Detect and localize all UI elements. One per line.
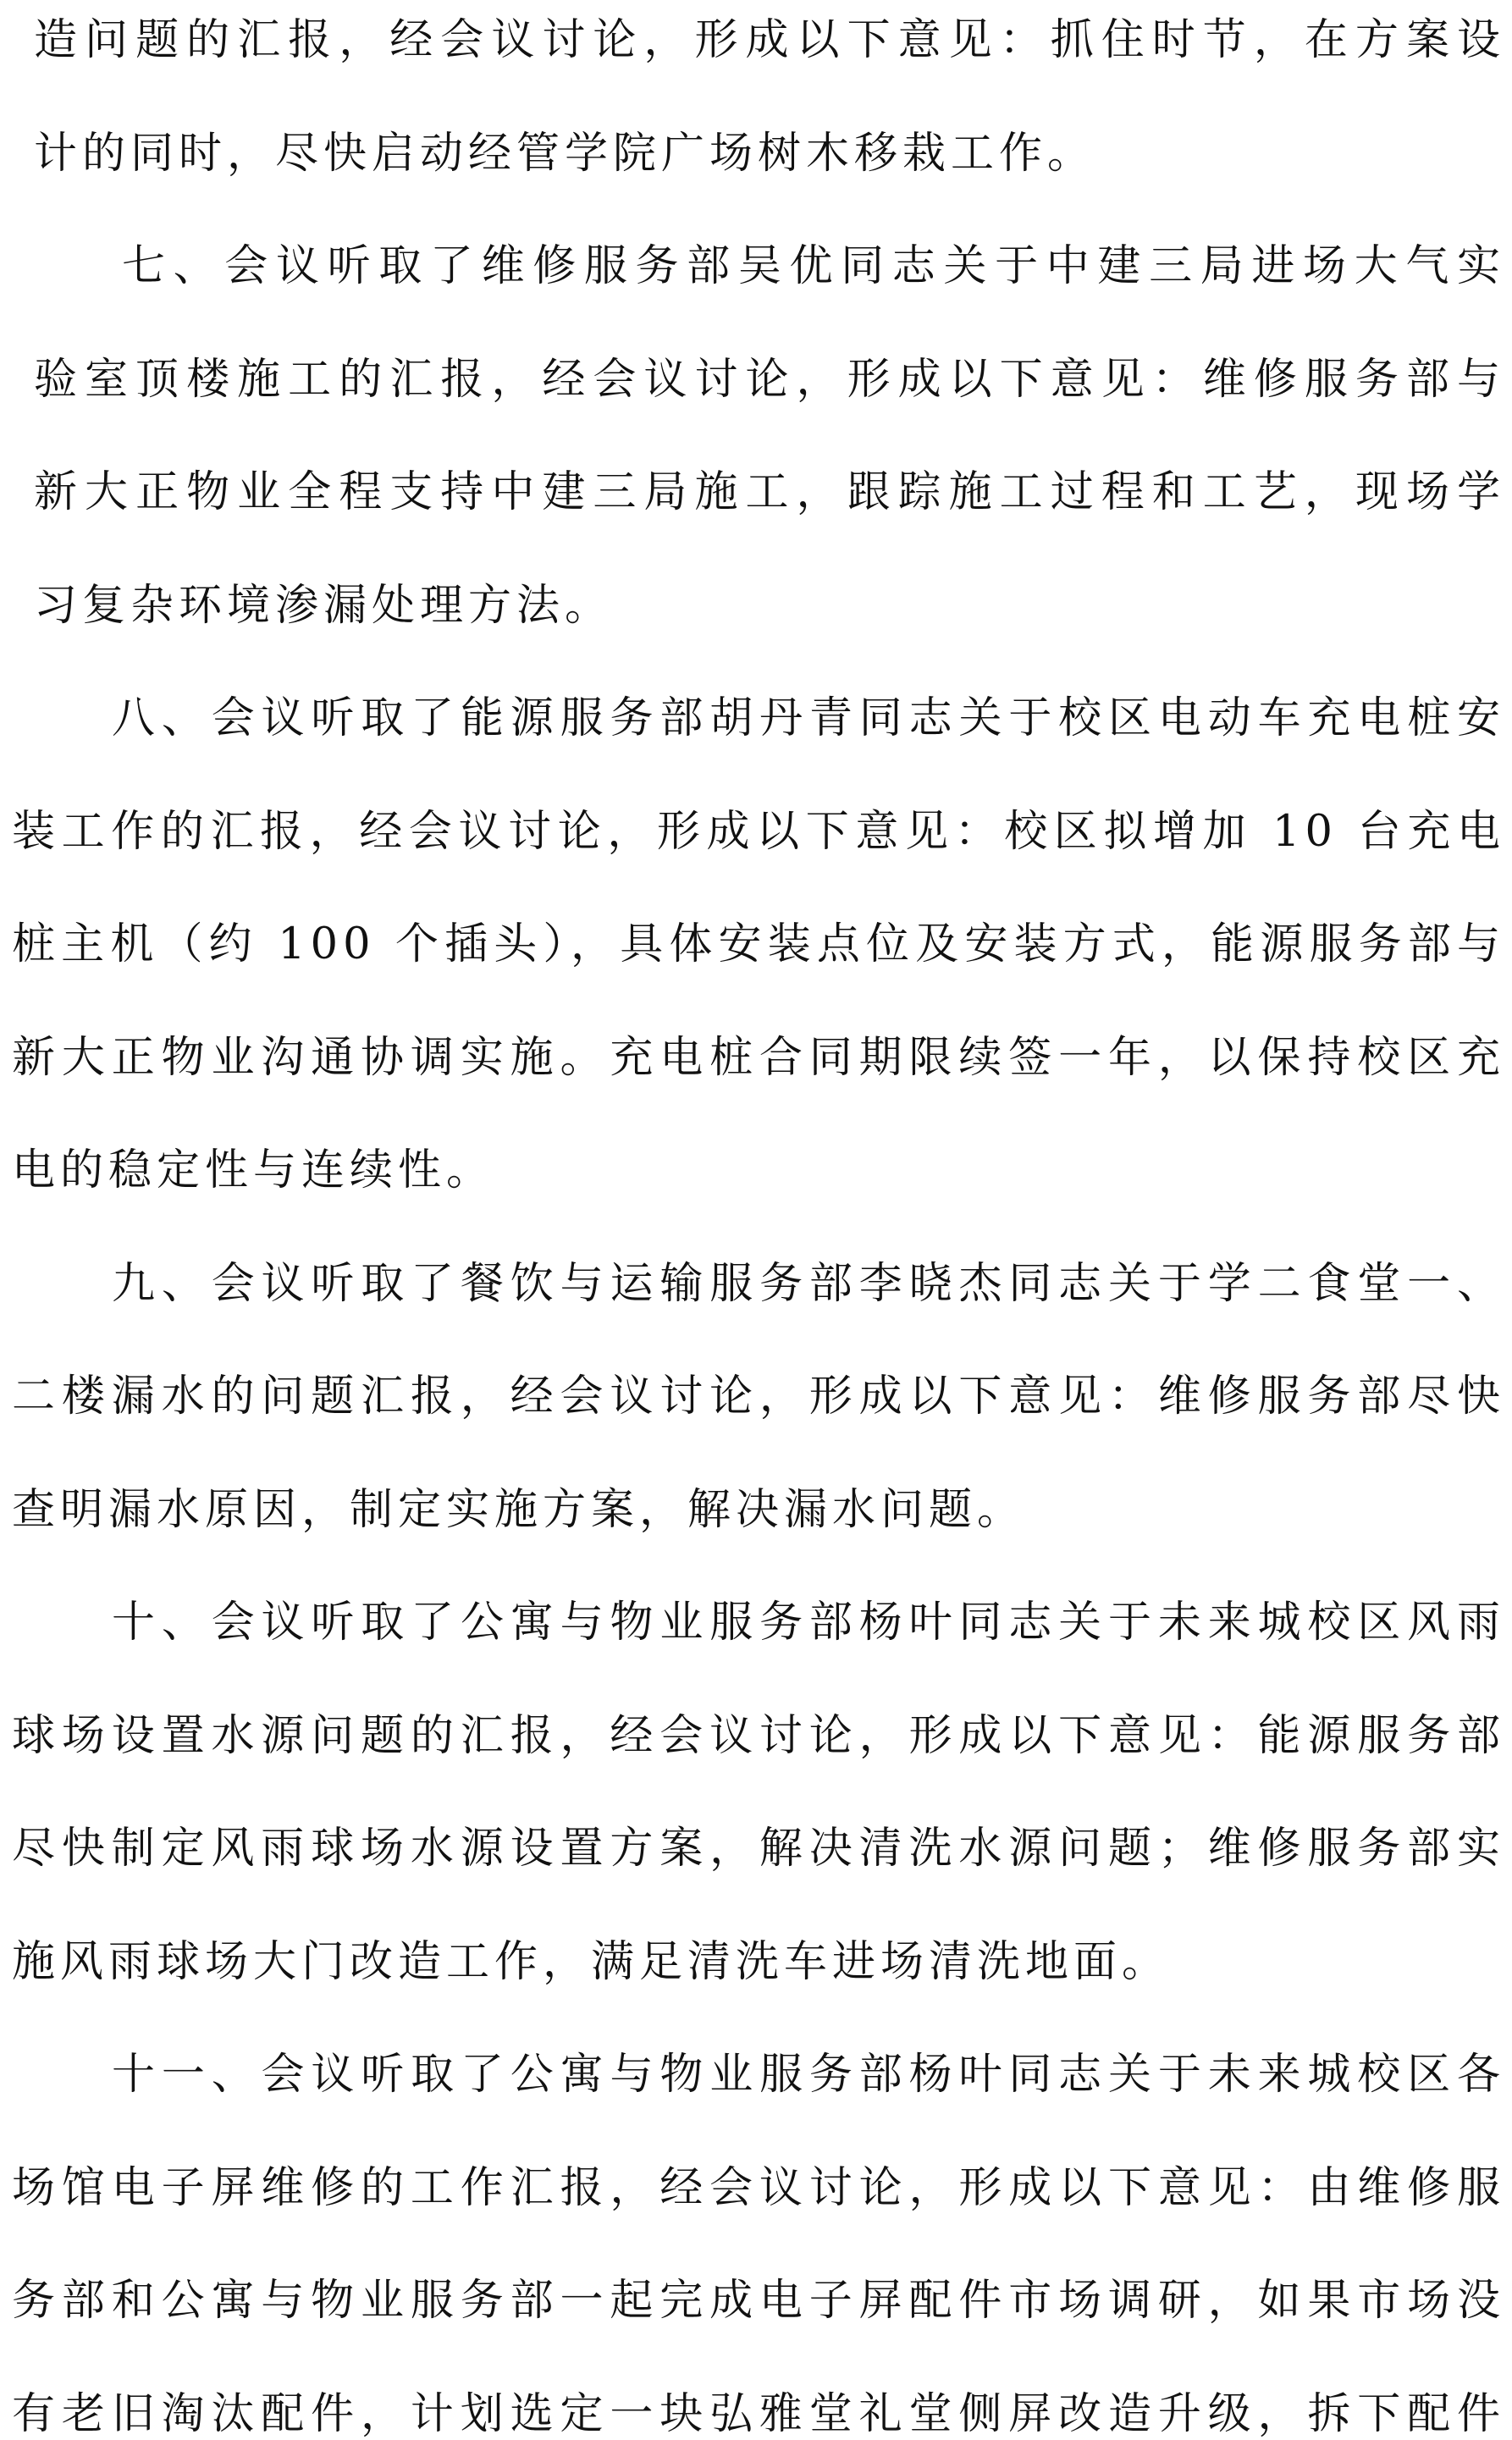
text-line: 装工作的汇报，经会议讨论，形成以下意见：校区拟增加 10 台充电 [12,806,1505,857]
paragraph-11-first-line: 十一、会议听取了公寓与物业服务部杨叶同志关于未来城校区各 [112,2050,1505,2100]
text-line: 造问题的汇报，经会议讨论，形成以下意见：抓住时节，在方案设 [34,15,1505,65]
paragraph-10-first-line: 十、会议听取了公寓与物业服务部杨叶同志关于未来城校区风雨 [112,1598,1505,1648]
text-line: 电的稳定性与连续性。 [12,1145,495,1195]
text-line: 球场设置水源问题的汇报，经会议讨论，形成以下意见：能源服务部 [12,1710,1505,1761]
text-line: 有老旧淘汰配件，计划选定一块弘雅堂礼堂侧屏改造升级，拆下配件 [12,2388,1505,2439]
text-line: 新大正物业沟通协调实施。充电桩合同期限续签一年，以保持校区充 [12,1032,1505,1083]
paragraph-7-first-line: 七、会议听取了维修服务部吴优同志关于中建三局进场大气实 [122,241,1505,291]
text-line: 尽快制定风雨球场水源设置方案，解决清洗水源问题；维修服务部实 [12,1824,1505,1874]
text-line: 二楼漏水的问题汇报，经会议讨论，形成以下意见：维修服务部尽快 [12,1372,1505,1421]
paragraph-8-first-line: 八、会议听取了能源服务部胡丹青同志关于校区电动车充电桩安 [112,693,1505,743]
text-line: 桩主机（约 100 个插头），具体安装点位及安装方式，能源服务部与 [12,919,1505,969]
document-body [12,0,1505,2440]
text-line: 新大正物业全程支持中建三局施工，跟踪施工过程和工艺，现场学 [34,467,1505,517]
text-line: 计的同时，尽快启动经管学院广场树木移栽工作。 [34,128,1096,179]
text-line: 习复杂环境渗漏处理方法。 [34,580,614,631]
paragraph-9-first-line: 九、会议听取了餐饮与运输服务部李晓杰同志关于学二食堂一、 [112,1258,1505,1309]
text-line: 查明漏水原因，制定实施方案，解决漏水问题。 [12,1484,1026,1535]
text-line: 场馆电子屏维修的工作汇报，经会议讨论，形成以下意见：由维修服 [12,2162,1505,2213]
text-line: 务部和公寓与物业服务部一起完成电子屏配件市场调研，如果市场没 [12,2276,1505,2326]
text-line: 施风雨球场大门改造工作，满足清洗车进场清洗地面。 [12,1936,1171,1987]
text-line: 验室顶楼施工的汇报，经会议讨论，形成以下意见：维修服务部与 [34,354,1505,405]
